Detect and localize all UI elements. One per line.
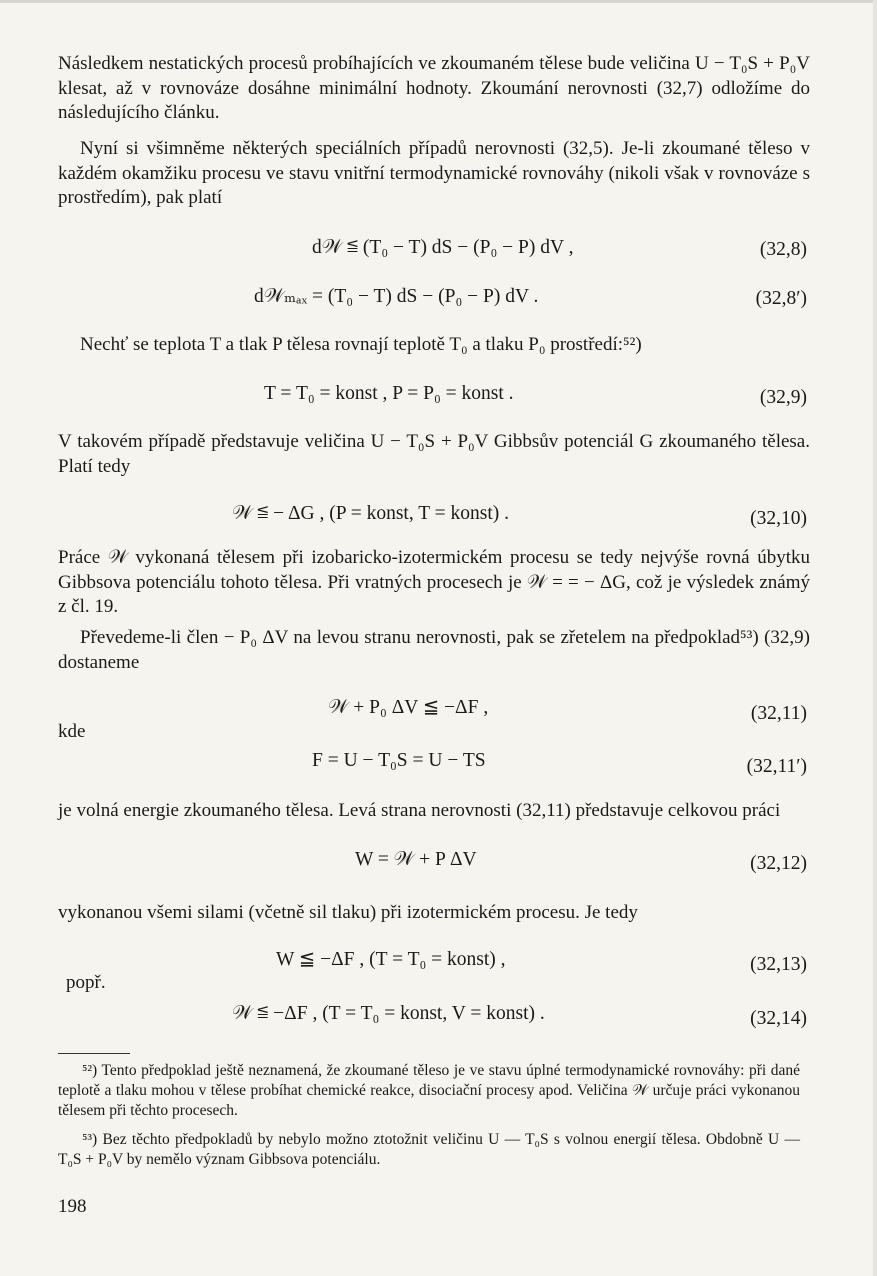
equation-32-11-prime: F = U − T₀S = U − TS <box>312 750 486 771</box>
equation-32-10: 𝒲 ≦ − ΔG , (P = konst, T = konst) . <box>232 503 510 524</box>
equation-number-32-10: (32,10) <box>750 508 807 529</box>
equation-number-32-11: (32,11) <box>750 703 807 724</box>
paragraph-1: Následkem nestatických procesů probíhajících ve zkoumaném tělese bude veličina U − T₀S + P₀V klesat, až v rovnováze dosáhne minimální hodnoty. Zkoumání nerovnosti (32,7) odložíme do následujícího článku. <box>58 53 810 123</box>
equation-number-32-13: (32,13) <box>750 954 807 975</box>
paragraph-7: je volná energie zkoumaného tělesa. Levá strana nerovnosti (32,11) představuje celkovou práci <box>58 800 781 821</box>
paragraph-6: Převedeme-li člen − P₀ ΔV na levou stranu nerovnosti, pak se zřetelem na předpoklad⁵³) (32,9) dostaneme <box>58 627 810 673</box>
equation-32-14: 𝒲 ≦ −ΔF , (T = T₀ = konst, V = konst) . <box>232 1003 545 1024</box>
footnote-52: ⁵²) Tento předpoklad ještě neznamená, že zkoumané těleso je ve stavu úplné termodynamické rovnováhy: při dané teplotě a tlaku mohou v tělese probíhat chemické reakce, disociační procesy apod. Veličina 𝒲 určuje práci vykonanou tělesem při těchto procesech. <box>58 1062 800 1119</box>
equation-number-32-14: (32,14) <box>750 1008 807 1029</box>
scan-right-edge <box>873 0 877 1276</box>
equation-number-32-12: (32,12) <box>750 853 807 874</box>
equation-32-8: d𝒲 ≦ (T₀ − T) dS − (P₀ − P) dV , <box>312 237 574 258</box>
equation-32-12: W = 𝒲 + P ΔV <box>355 849 477 870</box>
paragraph-3: Nechť se teplota T a tlak P tělesa rovnají teplotě T₀ a tlaku P₀ prostředí:⁵²) <box>80 334 642 355</box>
paragraph-5: Práce 𝒲 vykonaná tělesem při izobaricko-izotermickém procesu se tedy nejvýše rovná úbytku Gibbsova potenciálu tohoto tělesa. Při vratných procesech je 𝒲 = = − ΔG, což je výsledek známý z čl. 19. <box>58 547 810 617</box>
equation-number-32-9: (32,9) <box>759 387 807 408</box>
label-kde: kde <box>58 721 86 742</box>
footnote-53: ⁵³) Bez těchto předpokladů by nebylo možno ztotožnit veličinu U — T₀S s volnou energií tělesa. Obdobně U — T₀S + P₀V by nemělo význam Gibbsova potenciálu. <box>58 1131 800 1168</box>
paragraph-2: Nyní si všimněme některých speciálních případů nerovnosti (32,5). Je-li zkoumané těleso v každém okamžiku procesu ve stavu vnitřní termodynamické rovnováhy (nikoli však v rovnováze s prostředím), pak platí <box>58 138 810 208</box>
equation-32-8-prime: d𝒲ₘₐₓ = (T₀ − T) dS − (P₀ − P) dV . <box>254 286 539 307</box>
scan-top-edge <box>0 0 877 3</box>
equation-number-32-8: (32,8) <box>759 239 807 260</box>
equation-32-13: W ≦ −ΔF , (T = T₀ = konst) , <box>276 949 506 970</box>
equation-number-32-8-prime: (32,8′) <box>755 288 807 309</box>
paragraph-8 <box>58 901 810 926</box>
footnote-rule <box>58 1053 130 1054</box>
label-popr: popř. <box>66 972 106 993</box>
equation-number-32-11-prime: (32,11′) <box>746 756 807 777</box>
paragraph-8-text: vykonanou všemi silami (včetně sil tlaku) při izotermickém procesu. Je tedy <box>58 902 638 923</box>
paragraph-4: V takovém případě představuje veličina U − T₀S + P₀V Gibbsův potenciál G zkoumaného tělesa. Platí tedy <box>58 431 810 477</box>
equation-32-9: T = T₀ = konst , P = P₀ = konst . <box>264 383 514 404</box>
equation-32-11: 𝒲 + P₀ ΔV ≦ −ΔF , <box>328 697 489 718</box>
page-number: 198 <box>58 1196 87 1217</box>
